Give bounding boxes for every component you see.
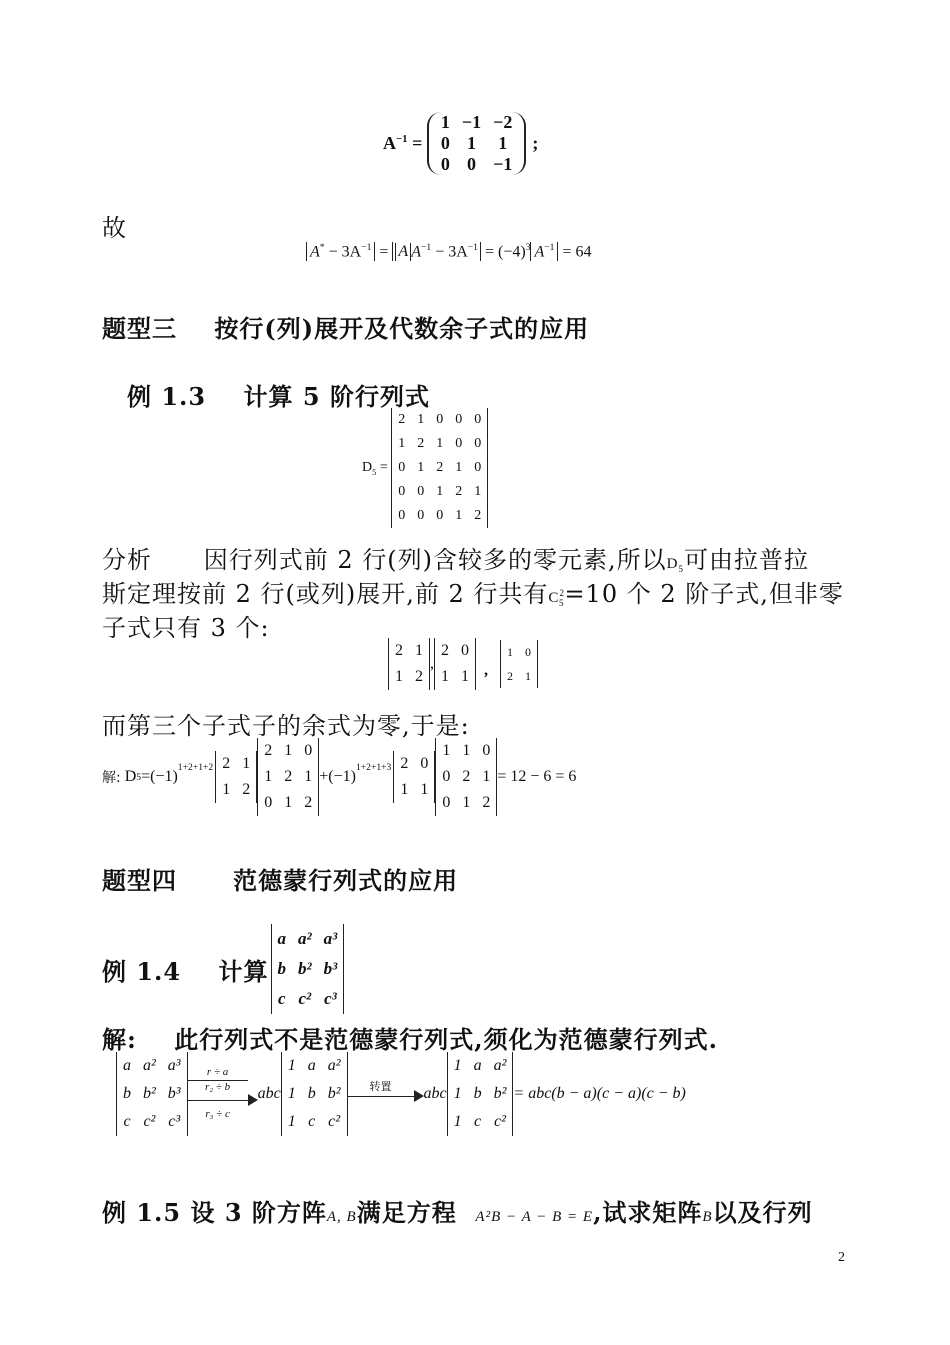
- inverse-semicolon: ;: [532, 133, 539, 153]
- solution-1-4-chain: a a² a³ b b² b³ c c² c³ r ÷ a r₂ ÷ b r₃ ÷ c abc 1 a a² 1 b b² 1 c c² 转置 abc 1 a a² 1 b b² 1 c c² = abc(b − a)(c − a)(c − b): [116, 1052, 686, 1136]
- analysis-line-1: 分析 因行列式前 2 行(列)含较多的零元素,所以$D_5$可由拉普拉: [102, 546, 809, 574]
- d5-determinant: $D_5$ = 2 1 0 0 0 1 2 1 0 0 0 1 2 1 0 0 0 1 2 1 0 0 0 1 2: [362, 408, 488, 528]
- page-number: 2: [838, 1250, 845, 1265]
- analysis-line-3: 子式只有 3 个:: [102, 614, 270, 642]
- example-1-3-title: 例 1.3 计算 5 阶行列式: [127, 382, 430, 411]
- inverse-matrix: 1 −1 −2 0 1 1 0 0 −1: [427, 112, 527, 175]
- third-minor-note: 而第三个子式子的余式为零,于是:: [102, 712, 470, 740]
- row-divide-arrow: r ÷ a r₂ ÷ b r₃ ÷ c: [188, 1066, 258, 1122]
- section-3-title: 题型三 按行(列)展开及代数余子式的应用: [102, 314, 590, 343]
- therefore-word: 故: [102, 214, 127, 242]
- nonzero-minors: 2 1 1 2 , 2 0 1 1 , 1 0 2 1: [388, 638, 538, 690]
- analysis-line-2: 斯定理按前 2 行(或列)展开,前 2 行共有$C^2_5=10$ 个 2 阶子式,但非零: [102, 580, 844, 608]
- therefore-equation: $A^* - 3A^{-1} = A$ $A^{-1} - 3A^{-1} = (-4)^3$ $A^{-1} = 64$: [306, 242, 592, 261]
- example-1-5: 例 1.5 设 3 阶方阵A, B满足方程 A²B − A − B = E,试求矩阵B以及行列: [102, 1198, 813, 1227]
- inverse-lhs: $A^{-1}$ =: [383, 133, 427, 153]
- example-1-4: 例 1.4 计算 a a² a³ b b² b³ c c² c³: [102, 924, 344, 1014]
- solution-1-3: 解: D 5 = (−1) $^{1+2+1+2}$ 2 1 1 2 2 1 0 1 2 1 0 1 2 + (−1) $^{1+2+1+3}$ 2 0 1 1 1 1 0 0 2 1 0 1 2 = 12 − 6 = 6: [102, 738, 576, 816]
- d5-label: $D_5$ =: [362, 459, 388, 477]
- transpose-arrow: 转置: [348, 1082, 424, 1106]
- inverse-equation: [383, 112, 538, 175]
- solution-1-4-text: 解: 此行列式不是范德蒙行列式,须化为范德蒙行列式.: [102, 1025, 718, 1054]
- section-4-title: 题型四 范德蒙行列式的应用: [102, 866, 459, 895]
